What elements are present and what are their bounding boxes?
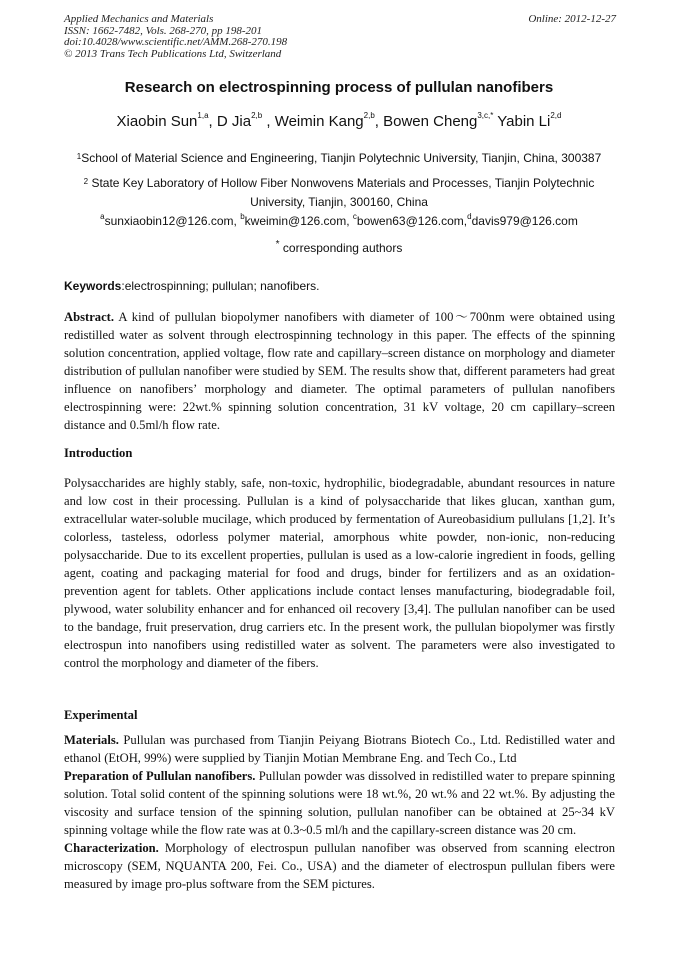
author-name: Yabin Li	[497, 113, 551, 130]
author-separator: ,	[262, 113, 275, 130]
corresponding-note	[0, 239, 678, 255]
abstract	[64, 308, 615, 434]
experimental-heading: Experimental	[64, 708, 138, 722]
affiliation-text: University, Tianjin, 300160, China	[250, 195, 428, 209]
email-address[interactable]: kweimin@126.com,	[244, 214, 353, 228]
email-list	[0, 214, 678, 228]
email-address[interactable]: bowen63@126.com,	[356, 214, 468, 228]
author-affiliation-mark: 1,a	[197, 111, 209, 120]
affiliation-mark: 2	[83, 177, 89, 186]
email-mark: a	[100, 212, 105, 221]
journal-header	[64, 14, 616, 60]
email-address[interactable]: sunxiaobin12@126.com,	[104, 214, 241, 228]
keywords	[64, 279, 320, 293]
materials-text: Pullulan was purchased from Tianjin Peiyang Biotrans Biotech Co., Ltd. Redistilled water and ethanol (EtOH, 99%) were supplied by Tianjin Motian Membrane Eng. and Tech Co., Ltd	[64, 733, 615, 765]
characterization-text: Morphology of electrospun pullulan nanofiber was observed from scanning electron microscopy (SEM, NQUANTA 200, Fei. Co., USA) and the diameter of electrospun pullulan fibers were measured by image pro-plus software from the SEM pictures.	[64, 841, 615, 891]
corresponding-text: corresponding authors	[279, 241, 403, 255]
author-affiliation-mark: 2,b	[251, 111, 263, 120]
copyright-line: © 2013 Trans Tech Publications Ltd, Switzerland	[64, 47, 282, 60]
issn-line: ISSN: 1662-7482, Vols. 268-270, pp 198-201	[64, 24, 262, 37]
experimental-section	[64, 731, 615, 893]
author-name: Weimin Kang	[274, 113, 364, 130]
keywords-label: Keywords	[64, 279, 122, 293]
preparation-text: Pullulan powder was dissolved in redistilled water to prepare spinning solution. Total solid content of the spinning solutions were 18 wt.%, 20 wt.% and 22 wt.%. By adjusting the viscosity and surface tension of the spinning solution, pullulan nanofiber can be obtained at 25~34 kV spinning voltage while the flow rate was at 0.3~0.5 ml/h and the capillary-screen distance was 20 cm.	[64, 769, 616, 837]
characterization-label: Characterization.	[64, 841, 159, 855]
author-affiliation-mark: 2,d	[550, 111, 562, 120]
online-date: Online: 2012-12-27	[528, 13, 616, 25]
email-mark: c	[352, 212, 357, 221]
affiliation-2	[0, 174, 678, 212]
paper-title: Research on electrospinning process of pullulan nanofibers	[124, 79, 554, 96]
introduction-heading: Introduction	[64, 446, 133, 460]
abstract-label: Abstract.	[64, 310, 115, 324]
author-separator: ,	[208, 113, 217, 130]
keywords-text: :electrospinning; pullulan; nanofibers.	[121, 279, 320, 293]
abstract-text: A kind of pullulan biopolymer nanofibers with diameter of 100～700nm were obtained using redistilled water as solvent through electrospinning technology in this paper. The effects of the spinning solution concentration, applied voltage, flow rate and capillary–screen distance on morphology and diameter distribution of pullulan nanofiber were studied by SEM. The results show that, different parameters had great influence on nanofibers’ morphology and diameter. The optimal parameters of pullulan nanofibers electrospinning were: 22wt.% spinning solution concentration, 31 kV voltage, 20 cm capillary–screen distance and 0.5ml/h flow rate.	[64, 310, 615, 432]
email-mark: b	[240, 212, 245, 221]
author-name: D Jia	[216, 113, 252, 130]
author-name: Bowen Cheng	[383, 113, 478, 130]
journal-name: Applied Mechanics and Materials	[64, 13, 214, 25]
corresponding-mark: *	[275, 239, 280, 250]
affiliation-mark: 1	[76, 152, 82, 161]
doi-line[interactable]: doi:10.4028/www.scientific.net/AMM.268-270.198	[64, 36, 288, 49]
preparation-label: Preparation of Pullulan nanofibers.	[64, 769, 256, 783]
email-address[interactable]: davis979@126.com	[471, 214, 578, 228]
preparation-paragraph	[64, 767, 615, 839]
affiliation-1	[0, 149, 678, 168]
author-list	[0, 113, 678, 130]
author-affiliation-mark: 2,b	[363, 111, 375, 120]
materials-paragraph	[64, 731, 615, 767]
author-affiliation-mark: 3,c,*	[477, 111, 494, 120]
characterization-paragraph	[64, 839, 615, 893]
affiliation-text: State Key Laboratory of Hollow Fiber Nonwovens Materials and Processes, Tianjin Polytechnic	[91, 176, 595, 190]
affiliation-text: School of Material Science and Engineering, Tianjin Polytechnic University, Tianjin, China, 300387	[81, 151, 602, 165]
email-mark: d	[467, 212, 472, 221]
introduction-text: Polysaccharides are highly stably, safe, non-toxic, hydrophilic, biodegradable, abundant resources in nature and low cost in their processing. Pullulan is a kind of polysaccharide that likes glucan, xanthan gum, extracellular water-soluble mucilage, which produced by fermentation of Aureobasidium pullulans [1,2]. It’s colorless, tasteless, odorless polymer material, amorphous white powder, non-ionic, non-reducing polysaccharide. Due to its excellent properties, pullulan is used as a low-calorie ingredient in foods, gelling agent, coating and packaging material for food and drugs, binder for fertilizers and as an oxidation-prevention agent for tablets. Other applications include contact lenses manufacturing, biodegradable foil, plywood, water solubility enhancer and for enhanced oil recovery [3,4]. The pullulan nanofiber can be used to the bandage, fruit preservation, drug carriers etc. In the present work, the pullulan biopolymer was firstly electrospun into nanofibers using redistilled water as solvent. The parameters were also investigated to control the morphology and diameter of the fibers.	[64, 476, 615, 670]
author-name: Xiaobin Sun	[116, 113, 198, 130]
author-separator: ,	[374, 113, 384, 130]
materials-label: Materials.	[64, 733, 119, 747]
